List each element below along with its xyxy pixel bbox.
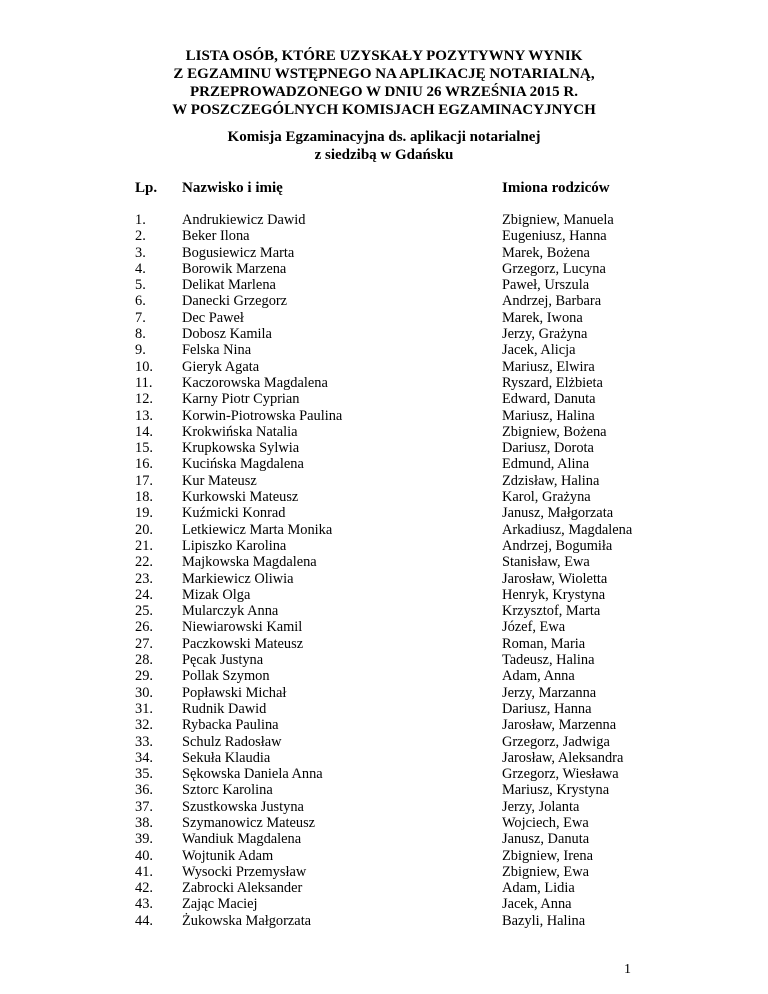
table-row xyxy=(0,636,768,652)
row-lp: 36. xyxy=(135,782,153,799)
row-name: Danecki Grzegorz xyxy=(182,293,288,310)
row-parents: Jarosław, Aleksandra xyxy=(502,749,624,766)
table-header xyxy=(0,179,768,197)
row-lp: 33. xyxy=(135,733,153,750)
row-name: Bogusiewicz Marta xyxy=(182,244,295,261)
row-lp: 39. xyxy=(135,831,153,848)
table-row xyxy=(0,440,768,456)
row-name: Dec Paweł xyxy=(182,309,244,326)
row-parents: Wojciech, Ewa xyxy=(502,814,589,831)
row-name: Kurkowski Mateusz xyxy=(182,489,299,506)
row-parents: Mariusz, Halina xyxy=(502,407,595,424)
table-row xyxy=(0,587,768,603)
row-name: Żukowska Małgorzata xyxy=(182,912,312,929)
row-name: Kur Mateusz xyxy=(182,472,257,489)
row-parents: Jerzy, Jolanta xyxy=(502,798,580,815)
row-lp: 9. xyxy=(135,342,146,359)
table-row xyxy=(0,293,768,309)
table-row xyxy=(0,326,768,342)
row-lp: 41. xyxy=(135,863,153,880)
row-parents: Paweł, Urszula xyxy=(502,277,590,294)
row-name: Krokwińska Natalia xyxy=(182,423,298,440)
table-row xyxy=(0,212,768,228)
row-parents: Grzegorz, Jadwiga xyxy=(502,733,610,750)
row-name: Rudnik Dawid xyxy=(182,700,267,717)
table-row xyxy=(0,701,768,717)
table-row xyxy=(0,342,768,358)
row-lp: 20. xyxy=(135,521,153,538)
row-lp: 42. xyxy=(135,880,153,897)
row-parents: Stanisław, Ewa xyxy=(502,554,590,571)
table-row xyxy=(0,391,768,407)
row-lp: 8. xyxy=(135,326,146,343)
table-row xyxy=(0,831,768,847)
row-name: Pęcak Justyna xyxy=(182,652,264,669)
row-name: Kuźmicki Konrad xyxy=(182,505,286,522)
row-parents: Andrzej, Bogumiła xyxy=(502,537,613,554)
table-row xyxy=(0,848,768,864)
row-name: Mularczyk Anna xyxy=(182,603,279,620)
row-name: Lipiszko Karolina xyxy=(182,537,287,554)
row-name: Kaczorowska Magdalena xyxy=(182,374,328,391)
row-lp: 29. xyxy=(135,668,153,685)
row-name: Pollak Szymon xyxy=(182,668,270,685)
row-name: Karny Piotr Cyprian xyxy=(182,391,300,408)
row-name: Sztorc Karolina xyxy=(182,782,273,799)
row-name: Krupkowska Sylwia xyxy=(182,440,300,457)
table-row xyxy=(0,408,768,424)
row-name: Wojtunik Adam xyxy=(182,847,274,864)
row-lp: 12. xyxy=(135,391,153,408)
row-name: Zając Maciej xyxy=(182,896,258,913)
title-line: LISTA OSÓB, KTÓRE UZYSKAŁY POZYTYWNY WYNIK xyxy=(185,48,583,64)
commission-heading xyxy=(0,128,768,164)
row-parents: Jacek, Anna xyxy=(502,896,572,913)
row-parents: Ryszard, Elżbieta xyxy=(502,374,603,391)
table-row xyxy=(0,228,768,244)
table-row xyxy=(0,359,768,375)
row-parents: Zbigniew, Irena xyxy=(502,847,593,864)
row-lp: 30. xyxy=(135,684,153,701)
table-row xyxy=(0,652,768,668)
row-name: Zabrocki Aleksander xyxy=(182,880,303,897)
row-lp: 1. xyxy=(135,212,146,228)
row-lp: 16. xyxy=(135,456,153,473)
table-row xyxy=(0,245,768,261)
row-parents: Dariusz, Hanna xyxy=(502,700,592,717)
row-lp: 31. xyxy=(135,700,153,717)
row-parents: Józef, Ewa xyxy=(502,619,566,636)
table-row xyxy=(0,571,768,587)
row-parents: Dariusz, Dorota xyxy=(502,440,594,457)
table-row xyxy=(0,717,768,733)
row-lp: 43. xyxy=(135,896,153,913)
table-row xyxy=(0,734,768,750)
row-lp: 34. xyxy=(135,749,153,766)
row-parents: Arkadiusz, Magdalena xyxy=(502,521,633,538)
row-parents: Andrzej, Barbara xyxy=(502,293,602,310)
table-row xyxy=(0,489,768,505)
row-name: Wandiuk Magdalena xyxy=(182,831,302,848)
row-lp: 14. xyxy=(135,423,153,440)
row-parents: Karol, Grażyna xyxy=(502,489,591,506)
row-lp: 21. xyxy=(135,537,153,554)
row-name: Letkiewicz Marta Monika xyxy=(182,521,333,538)
row-lp: 25. xyxy=(135,603,153,620)
row-lp: 23. xyxy=(135,570,153,587)
row-lp: 2. xyxy=(135,228,146,245)
row-name: Gieryk Agata xyxy=(182,358,260,375)
row-lp: 18. xyxy=(135,489,153,506)
table-row xyxy=(0,782,768,798)
table-row xyxy=(0,522,768,538)
row-parents: Janusz, Danuta xyxy=(502,831,590,848)
row-lp: 4. xyxy=(135,260,146,277)
row-parents: Adam, Anna xyxy=(502,668,575,685)
table-row xyxy=(0,505,768,521)
row-name: Delikat Marlena xyxy=(182,277,276,294)
row-name: Korwin-Piotrowska Paulina xyxy=(182,407,343,424)
table-row xyxy=(0,538,768,554)
row-name: Wysocki Przemysław xyxy=(182,863,307,880)
row-parents: Jacek, Alicja xyxy=(502,342,576,359)
row-parents: Henryk, Krystyna xyxy=(502,586,606,603)
row-lp: 15. xyxy=(135,440,153,457)
row-lp: 37. xyxy=(135,798,153,815)
row-lp: 44. xyxy=(135,912,153,929)
row-name: Majkowska Magdalena xyxy=(182,554,317,571)
row-parents: Zbigniew, Ewa xyxy=(502,863,589,880)
row-parents: Edmund, Alina xyxy=(502,456,590,473)
table-row xyxy=(0,750,768,766)
row-parents: Mariusz, Krystyna xyxy=(502,782,610,799)
table-row xyxy=(0,685,768,701)
row-name: Borowik Marzena xyxy=(182,260,287,277)
title-line: Z EGZAMINU WSTĘPNEGO NA APLIKACJĘ NOTARIALNĄ, xyxy=(173,66,595,82)
table-row xyxy=(0,880,768,896)
row-lp: 22. xyxy=(135,554,153,571)
header-lp: Lp. xyxy=(135,180,158,196)
row-parents: Jerzy, Marzanna xyxy=(502,684,597,701)
row-name: Markiewicz Oliwia xyxy=(182,570,294,587)
table-row xyxy=(0,864,768,880)
document-title xyxy=(0,47,768,119)
row-parents: Jarosław, Wioletta xyxy=(502,570,608,587)
row-lp: 3. xyxy=(135,244,146,261)
row-lp: 40. xyxy=(135,847,153,864)
header-name: Nazwisko i imię xyxy=(182,180,283,196)
row-parents: Zdzisław, Halina xyxy=(502,472,600,489)
row-parents: Adam, Lidia xyxy=(502,880,575,897)
row-parents: Marek, Bożena xyxy=(502,244,590,261)
row-parents: Roman, Maria xyxy=(502,635,586,652)
row-parents: Zbigniew, Manuela xyxy=(502,212,614,228)
row-name: Paczkowski Mateusz xyxy=(182,635,304,652)
row-lp: 26. xyxy=(135,619,153,636)
row-name: Szymanowicz Mateusz xyxy=(182,814,316,831)
row-name: Szustkowska Justyna xyxy=(182,798,304,815)
row-lp: 5. xyxy=(135,277,146,294)
candidate-list xyxy=(0,212,768,929)
row-lp: 27. xyxy=(135,635,153,652)
row-parents: Krzysztof, Marta xyxy=(502,603,601,620)
row-parents: Grzegorz, Wiesława xyxy=(502,766,619,783)
row-name: Beker Ilona xyxy=(182,228,250,245)
row-parents: Tadeusz, Halina xyxy=(502,652,595,669)
row-name: Felska Nina xyxy=(182,342,252,359)
row-name: Niewiarowski Kamil xyxy=(182,619,303,636)
row-parents: Marek, Iwona xyxy=(502,309,583,326)
table-row xyxy=(0,261,768,277)
table-row xyxy=(0,554,768,570)
row-lp: 10. xyxy=(135,358,153,375)
row-lp: 6. xyxy=(135,293,146,310)
table-row xyxy=(0,424,768,440)
row-parents: Jarosław, Marzenna xyxy=(502,717,617,734)
table-row xyxy=(0,913,768,929)
table-row xyxy=(0,603,768,619)
row-parents: Bazyli, Halina xyxy=(502,912,586,929)
table-row xyxy=(0,375,768,391)
row-parents: Grzegorz, Lucyna xyxy=(502,260,606,277)
row-lp: 35. xyxy=(135,766,153,783)
row-lp: 11. xyxy=(135,374,153,391)
subtitle-line: Komisja Egzaminacyjna ds. aplikacji notarialnej xyxy=(227,129,541,145)
row-name: Rybacka Paulina xyxy=(182,717,279,734)
row-parents: Mariusz, Elwira xyxy=(502,358,595,375)
title-line: W POSZCZEGÓLNYCH KOMISJACH EGZAMINACYJNYCH xyxy=(172,102,596,118)
row-lp: 38. xyxy=(135,814,153,831)
row-lp: 32. xyxy=(135,717,153,734)
row-parents: Edward, Danuta xyxy=(502,391,596,408)
row-name: Schulz Radosław xyxy=(182,733,282,750)
page-number: 1 xyxy=(624,962,631,977)
row-lp: 13. xyxy=(135,407,153,424)
subtitle-line: z siedzibą w Gdańsku xyxy=(314,147,454,163)
row-name: Mizak Olga xyxy=(182,586,251,603)
row-lp: 28. xyxy=(135,652,153,669)
row-name: Sękowska Daniela Anna xyxy=(182,766,323,783)
table-row xyxy=(0,619,768,635)
row-name: Andrukiewicz Dawid xyxy=(182,212,306,228)
row-name: Dobosz Kamila xyxy=(182,326,272,343)
table-row xyxy=(0,799,768,815)
table-row xyxy=(0,668,768,684)
row-lp: 17. xyxy=(135,472,153,489)
row-parents: Zbigniew, Bożena xyxy=(502,423,607,440)
table-row xyxy=(0,310,768,326)
table-row xyxy=(0,473,768,489)
table-row xyxy=(0,766,768,782)
table-row xyxy=(0,456,768,472)
title-line: PRZEPROWADZONEGO W DNIU 26 WRZEŚNIA 2015 R. xyxy=(190,84,578,100)
row-parents: Jerzy, Grażyna xyxy=(502,326,588,343)
table-row xyxy=(0,277,768,293)
row-lp: 7. xyxy=(135,309,146,326)
row-name: Kucińska Magdalena xyxy=(182,456,304,473)
row-name: Sekuła Klaudia xyxy=(182,749,271,766)
row-lp: 24. xyxy=(135,586,153,603)
row-lp: 19. xyxy=(135,505,153,522)
table-row xyxy=(0,815,768,831)
row-parents: Eugeniusz, Hanna xyxy=(502,228,607,245)
table-row xyxy=(0,896,768,912)
header-parents: Imiona rodziców xyxy=(502,180,610,196)
row-name: Popławski Michał xyxy=(182,684,287,701)
row-parents: Janusz, Małgorzata xyxy=(502,505,614,522)
